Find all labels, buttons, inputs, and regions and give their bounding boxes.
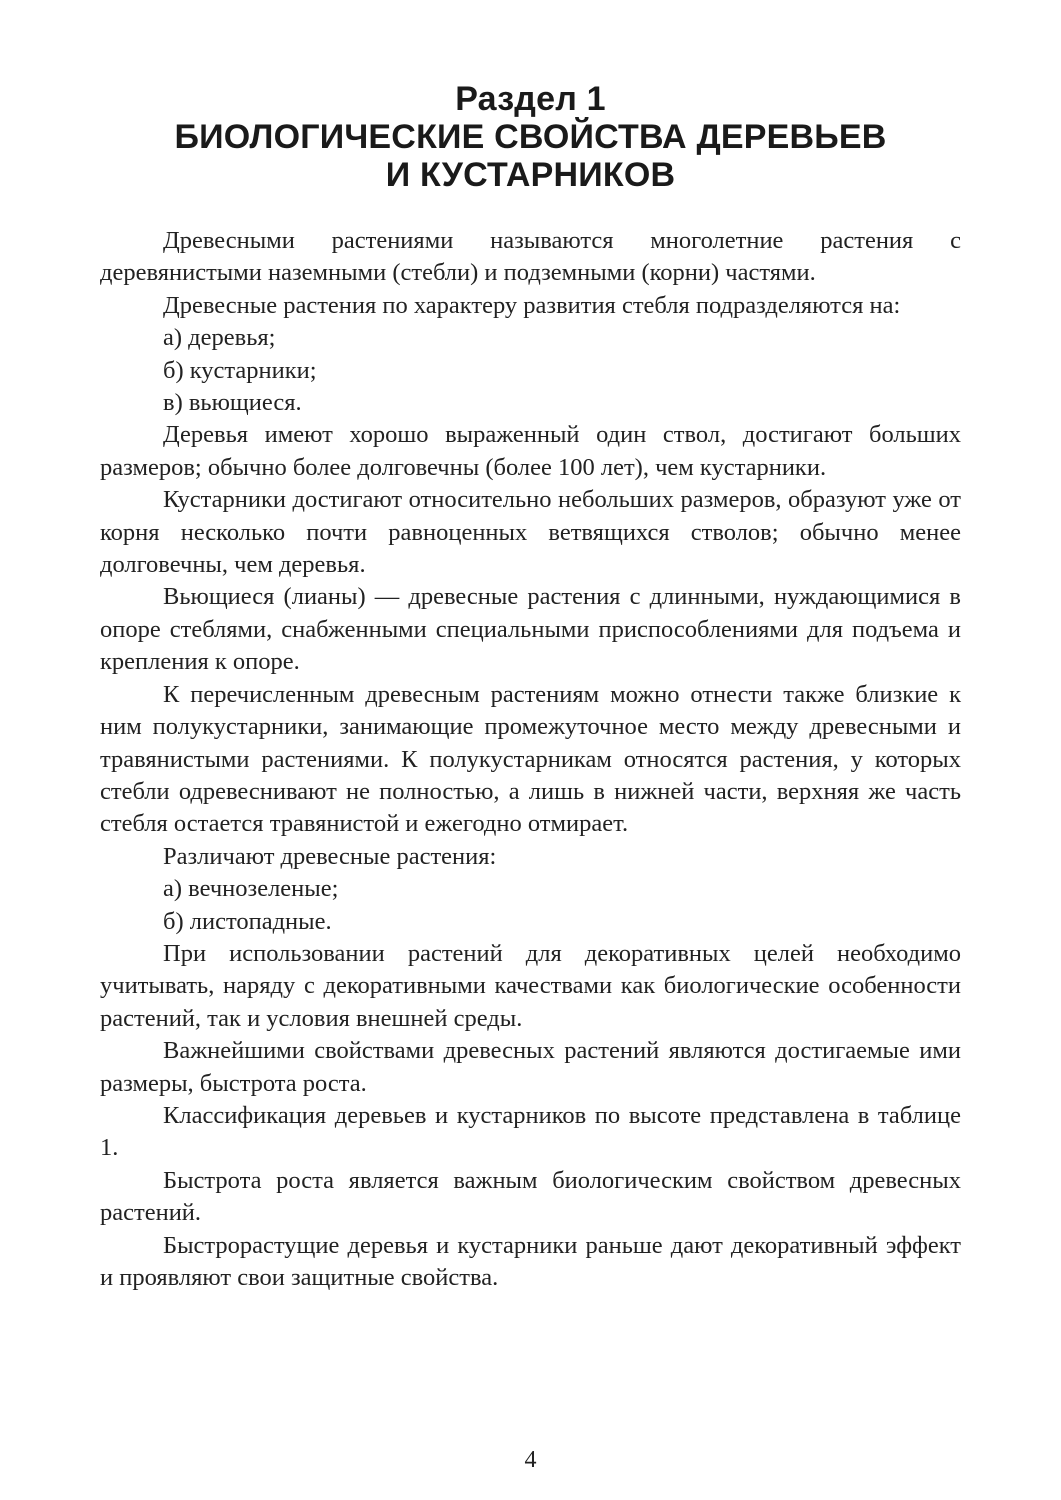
list-item: в) вьющиеся. xyxy=(163,389,302,417)
paragraph: Быстрота роста является важным биологическим свойством древесных растений. xyxy=(100,1166,961,1227)
paragraph: Различают древесные растения: xyxy=(163,842,497,870)
paragraph: Важнейшими свойствами древесных растений являются достигаемые ими размеры, быстрота роста. xyxy=(100,1037,961,1097)
list-item: б) кустарники; xyxy=(163,356,317,384)
section-heading xyxy=(100,80,961,194)
list-item: а) вечнозеленые; xyxy=(163,875,339,903)
section-number: Раздел 1 xyxy=(455,80,606,118)
paragraph: Быстрорастущие деревья и кустарники раньше дают декоративный эффект и проявляют свои защитные свойства. xyxy=(100,1231,961,1291)
page-number: 4 xyxy=(524,1447,537,1473)
paragraph: Древесными растениями называются многолетние растения с деревянистыми наземными (стебли) и подземными (корни) частями. xyxy=(100,227,961,287)
paragraph: При использовании растений для декоративных целей необходимо учитывать, наряду с декоративными качествами как биологические особенности растений, так и условия внешней среды. xyxy=(100,939,961,1032)
list-item: б) листопадные. xyxy=(163,907,332,935)
paragraph: Древесные растения по характеру развития стебля подразделяются на: xyxy=(163,291,901,319)
section-title-line-2: И КУСТАРНИКОВ xyxy=(385,156,676,194)
paragraph: Классификация деревьев и кустарников по высоте представлена в таблице 1. xyxy=(100,1101,961,1162)
paragraph: Вьющиеся (лианы) — древесные растения с длинными, нуждающимися в опоре стеблями, снабженными специальными приспособлениями для подъема и крепления к опоре. xyxy=(100,583,961,676)
list-item: а) деревья; xyxy=(163,324,276,352)
section-title-line-1: БИОЛОГИЧЕСКИЕ СВОЙСТВА ДЕРЕВЬЕВ xyxy=(174,118,887,156)
paragraph: Кустарники достигают относительно небольших размеров, образуют уже от корня несколько почти равноценных ветвящихся стволов; обычно менее долговечны, чем деревья. xyxy=(100,486,961,579)
paragraph: К перечисленным древесным растениям можно отнести также близкие к ним полукустарники, занимающие промежуточное место между древесными и травянистыми растениями. К полукустарникам относятся растения, у которых стебли одревеснивают не полностью, а лишь в нижней части, верхняя же часть стебля остается травянистой и ежегодно отмирает. xyxy=(100,680,961,838)
body-text xyxy=(100,225,961,1294)
paragraph: Деревья имеют хорошо выраженный один ствол, достигают больших размеров; обычно более долговечны (более 100 лет), чем кустарники. xyxy=(100,421,961,481)
